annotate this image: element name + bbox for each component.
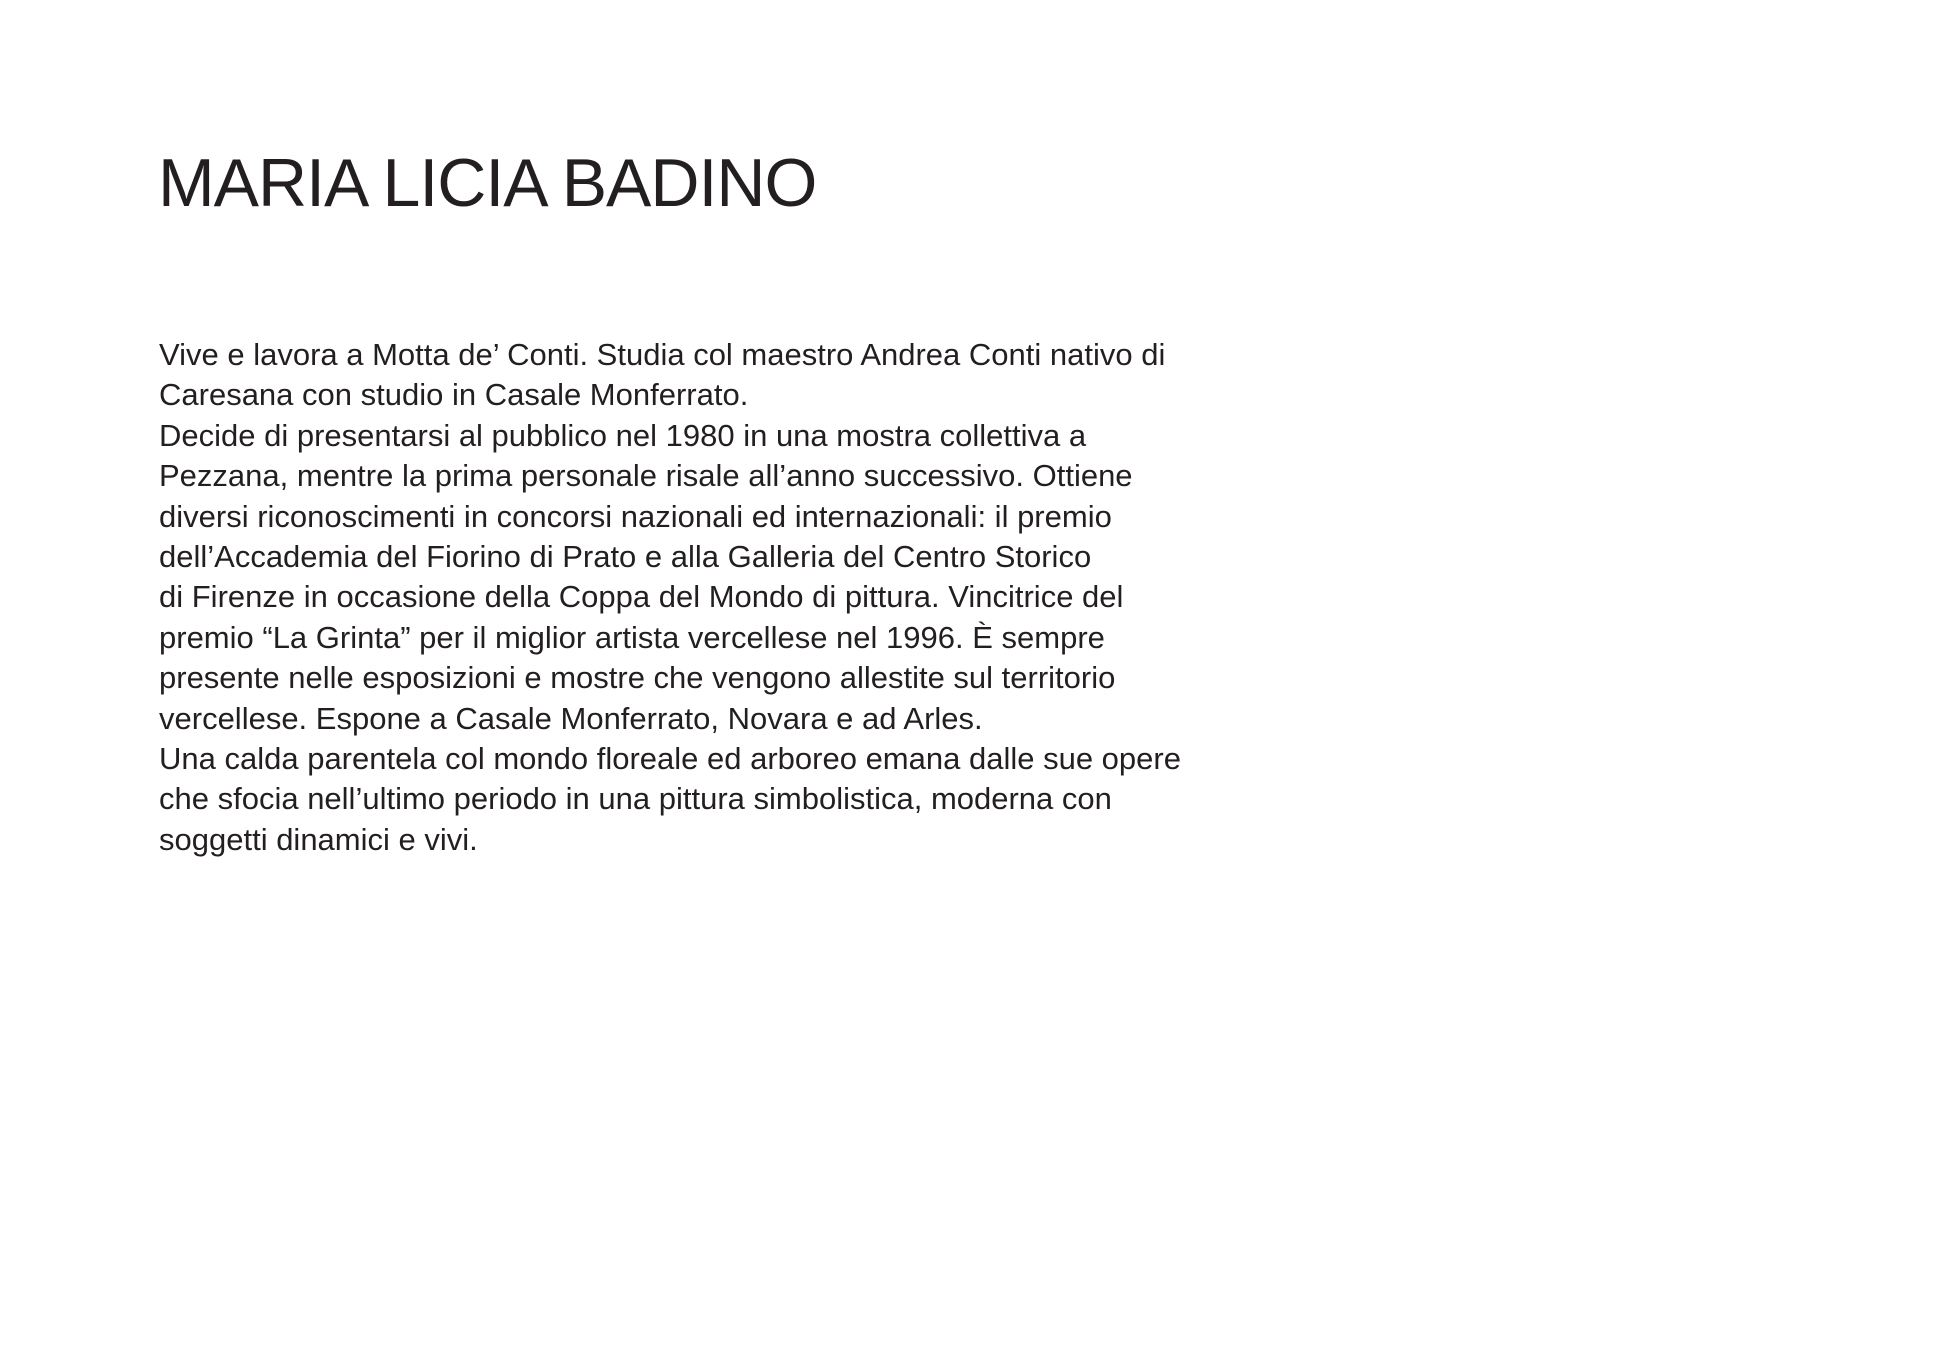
bio-line: soggetti dinamici e vivi. — [159, 821, 478, 857]
bio-line: diversi riconoscimenti in concorsi nazionali ed internazionali: il premio — [159, 498, 1112, 534]
bio-line: Decide di presentarsi al pubblico nel 1980 in una mostra collettiva a — [159, 417, 1087, 453]
bio-line: di Firenze in occasione della Coppa del Mondo di pittura. Vincitrice del — [159, 579, 1124, 615]
bio-line: Una calda parentela col mondo floreale ed arboreo emana dalle sue opere — [159, 741, 1181, 777]
bio-line: vercellese. Espone a Casale Monferrato, Novara e ad Arles. — [159, 700, 983, 736]
bio-line: dell’Accademia del Fiorino di Prato e alla Galleria del Centro Storico — [159, 539, 1092, 575]
artist-biography — [159, 335, 1359, 860]
bio-line: che sfocia nell’ultimo periodo in una pittura simbolistica, moderna con — [159, 781, 1112, 817]
artist-name-title: MARIA LICIA BADINO — [158, 145, 817, 221]
bio-line: Vive e lavora a Motta de’ Conti. Studia col maestro Andrea Conti nativo di — [159, 337, 1166, 372]
bio-line: Pezzana, mentre la prima personale risale all’anno successivo. Ottiene — [159, 458, 1133, 494]
bio-line: premio “La Grinta” per il miglior artista vercellese nel 1996. È sempre — [159, 619, 1105, 655]
bio-line: Caresana con studio in Casale Monferrato. — [159, 377, 749, 413]
bio-line: presente nelle esposizioni e mostre che vengono allestite sul territorio — [159, 660, 1116, 696]
